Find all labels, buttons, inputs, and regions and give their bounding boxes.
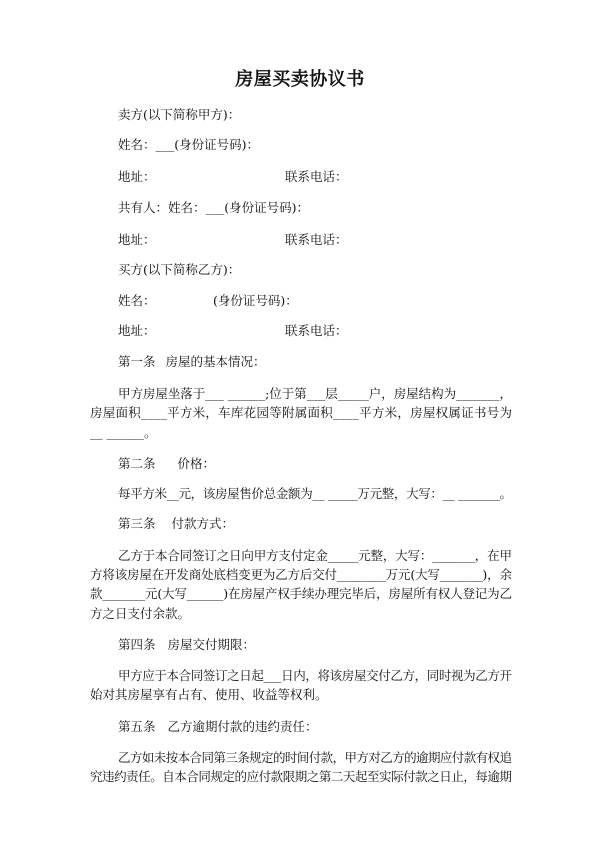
- buyer-phone-label: 联系电话：: [285, 323, 348, 338]
- article-2-title: 价格：: [177, 456, 216, 471]
- article-1-line-2: [90, 405, 512, 421]
- article-2-line-1-text: 每平方米__元，该房屋售价总金额为__ _____万元整，大写：__ _______。: [118, 486, 512, 501]
- article-3-title: 付款方式：: [171, 516, 235, 531]
- article-4-title: 房屋交付期限：: [167, 637, 256, 652]
- article-2-heading: [118, 456, 215, 472]
- seller-phone-label: 联系电话：: [285, 169, 348, 184]
- buyer-address-label: 地址：: [118, 323, 156, 338]
- document-title: 房屋买卖协议书: [235, 69, 365, 90]
- article-5-line-2-text: 究违约责任。自本合同规定的应付款限期之第二天起至实际付款之日止，每逾期: [90, 769, 512, 784]
- seller-address-label: 地址：: [118, 169, 156, 184]
- article-4-number: 第四条: [118, 637, 156, 652]
- article-1-line-1-text: 甲方房屋坐落于___ ______;位于第___层_____户，房屋结构为_______，: [118, 386, 512, 401]
- article-2-number: 第二条: [118, 456, 156, 471]
- article-1-line-2-text: 房屋面积____平方米，车库花园等附属面积____平方米，房屋权属证书号为: [90, 405, 513, 420]
- co-owner-name-line: 共有人：姓名：___(身份证号码)：: [118, 200, 310, 215]
- co-owner-address-label: 地址：: [118, 232, 156, 247]
- article-2-line-1: [90, 486, 512, 502]
- article-5-number: 第五条: [118, 719, 156, 734]
- article-1-line-1: [90, 386, 512, 402]
- co-owner-phone-label: 联系电话：: [285, 232, 348, 247]
- article-5-heading: [118, 719, 318, 735]
- article-4-line-2: 始对其房屋享有占有、使用、收益等权利。: [90, 687, 328, 702]
- article-1-line-3: __ ______。: [90, 425, 157, 440]
- article-4-line-1-text: 甲方应于本合同签订之日起___日内，将该房屋交付乙方，同时视为乙方开: [118, 668, 512, 683]
- article-5-line-1: [90, 750, 512, 766]
- buyer-heading: 买方(以下简称乙方)：: [118, 262, 241, 277]
- article-4-heading: [118, 637, 255, 653]
- seller-name-line: 姓名：___(身份证号码)：: [118, 137, 260, 152]
- article-3-line-2: [90, 567, 512, 583]
- article-3-line-1-text: 乙方于本合同签订之日向甲方支付定金_____元整，大写：_______，在甲: [118, 548, 512, 563]
- article-1-title: 房屋的基本情况：: [165, 354, 266, 369]
- buyer-name-label: 姓名：: [118, 293, 156, 308]
- article-5-line-1-text: 乙方如未按本合同第三条规定的时间付款，甲方对乙方的逾期应付款有权追: [118, 750, 512, 765]
- article-3-number: 第三条: [118, 516, 156, 531]
- article-3-line-1: [90, 548, 512, 564]
- seller-heading: 卖方(以下简称甲方)：: [118, 107, 241, 122]
- article-3-line-3-text: 款_______元(大写______)在房屋产权手续办理完毕后，房屋所有权人登记为乙: [90, 586, 512, 601]
- article-3-line-4: 方之日支付余款。: [90, 606, 191, 621]
- article-4-line-1: [90, 668, 512, 684]
- article-1-heading: [118, 354, 266, 370]
- article-5-line-2: [90, 769, 512, 785]
- article-3-line-2-text: 方将该房屋在开发商处底档变更为乙方后交付________万元(大写_______)，余: [90, 567, 512, 582]
- article-1-number: 第一条: [118, 354, 156, 369]
- article-5-title: 乙方逾期付款的违约责任：: [167, 719, 318, 734]
- article-3-heading: [118, 516, 234, 532]
- buyer-id-label: (身份证号码)：: [213, 293, 298, 308]
- article-3-line-3: [90, 586, 512, 602]
